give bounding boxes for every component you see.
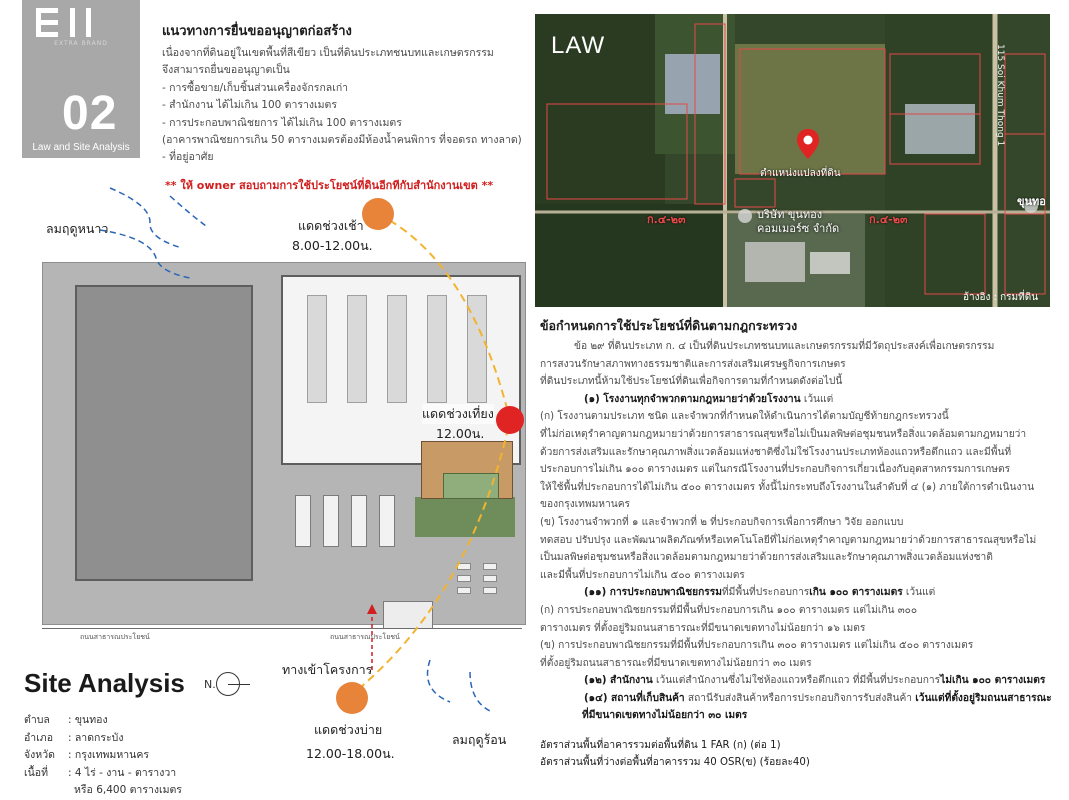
info-value: : กรุงเทพมหานคร <box>68 749 150 761</box>
permit-line: - การประกอบพาณิชยการ ได้ไม่เกิน 100 ตารางเมตร <box>162 116 402 129</box>
info-row <box>24 765 258 783</box>
road-label-left: ถนนสาธารณประโยชน์ <box>80 633 150 641</box>
regulation-line: การสงวนรักษาสภาพทางธรรมชาติและการส่งเสริมเศรษฐกิจการเกษตร <box>540 358 846 370</box>
permit-line: - ที่อยู่อาศัย <box>162 151 214 164</box>
regulation-item-mid: ที่มีพื้นที่ประกอบการ <box>721 587 810 599</box>
law-map <box>535 14 1050 307</box>
regulation-line: ที่ดินประเภทนี้ห้ามใช้ประโยชน์ที่ดินเพื่อกิจการตามที่กำหนดดังต่อไปนี้ <box>540 376 843 388</box>
permit-line: เนื่องจากที่ดินอยู่ในเขตพื้นที่สีเขียว เป็นที่ดินประเภทชนบทและเกษตรกรรม <box>162 47 494 59</box>
wind-winter-arrow <box>170 196 206 226</box>
regulation-line: ด้วยการส่งเสริมและรักษาคุณภาพสิ่งแวดล้อมแห่งชาติซึ่งไม่ใช่โรงงานประเภทห้องแถวหรือตึกแถว และมีพื้นที่ <box>540 446 1012 458</box>
regulation-line: ที่มีขนาดเขตทางไม่น้อยกว่า ๓๐ เมตร <box>582 710 748 722</box>
regulation-line: (ก) การประกอบพาณิชยกรรมที่มีพื้นที่ประกอบการเกิน ๑๐๐ ตารางเมตร แต่ไม่เกิน ๓๐๐ <box>540 604 918 616</box>
regulation-item-head: (๑๔) สถานที่เก็บสินค้า <box>584 692 685 704</box>
wind-winter-label: ลมฤดูหนาว <box>46 221 109 236</box>
info-key: อำเภอ <box>24 731 54 744</box>
regulation-line: และมีพื้นที่ประกอบการไม่เกิน ๕๐๐ ตารางเมตร <box>540 569 745 581</box>
regulation-line: ที่ไม่ก่อเหตุรำคาญตามกฎหมายว่าด้วยการสาธารณสุขหรือไม่เป็นมลพิษต่อชุมชนหรือสิ่งแวดล้อมตามกฎหมายว่า <box>540 428 1027 440</box>
map-parcel-label: ตำแหน่งแปลงที่ดิน <box>760 168 841 179</box>
regulation-item-head: (๑๒) สำนักงาน <box>584 675 653 687</box>
regulation-line: ตารางเมตร ที่ตั้งอยู่ริมถนนสาธารณะที่มีขนาดเขตทางไม่น้อยกว่า ๑๖ เมตร <box>540 622 866 634</box>
map-title: LAW <box>551 32 606 59</box>
regulation-line: ประกอบการไม่เกิน ๑๐๐ ตารางเมตร แต่ในกรณีโรงงานที่ประกอบกิจการเกี่ยวเนื่องกับอุตสาหกรรมการเกษตร <box>540 464 1011 476</box>
section-number: 02 <box>62 87 118 140</box>
sun-path-arc <box>350 214 510 696</box>
regulation-item-tail: เว้นแต่ <box>800 393 834 405</box>
land-use-regulations <box>540 316 1060 771</box>
entrance-arrowhead <box>367 604 377 614</box>
area-extra: หรือ 6,400 ตารางเมตร <box>74 784 182 796</box>
location-pin-icon <box>797 129 819 159</box>
company-line: คอมเมอร์ซ จำกัด <box>757 222 840 235</box>
road-label-right: ถนนสาธารณประโยชน์ <box>330 633 400 641</box>
regulation-item <box>540 584 1060 602</box>
info-value: : ขุนทอง <box>68 714 108 726</box>
regulation-line: ของกรุงเทพมหานคร <box>540 499 630 511</box>
regulation-item-head: (๑) โรงงานทุกจำพวกตามกฎหมายว่าด้วยโรงงาน <box>584 393 801 405</box>
wind-winter-arrow <box>100 230 190 278</box>
sun-afternoon-icon <box>336 682 368 714</box>
sun-noon-time: 12.00น. <box>436 426 485 441</box>
info-row <box>24 712 258 730</box>
regulation-item-emph: ไม่เกิน ๑๐๐ ตารางเมตร <box>940 675 1046 687</box>
info-row <box>24 730 258 748</box>
regulation-line: ทดสอบ ปรับปรุง และพัฒนาผลิตภัณฑ์หรือเทคโนโลยีที่ไม่ก่อเหตุรำคาญตามกฎหมายว่าด้วยการสาธารณสุขหรือไม่ <box>540 534 1037 546</box>
sun-morning-time: 8.00-12.00น. <box>292 238 373 253</box>
section-title: Law and Site Analysis <box>32 142 130 153</box>
owner-note: ** ให้ owner สอบถามการใช้ประโยชน์ที่ดินอีกทีกับสำนักงานเขต ** <box>165 179 494 192</box>
regulation-item <box>540 391 1060 409</box>
sun-afternoon-title: แดดช่วงบ่าย <box>314 722 383 737</box>
map-road-label: 115 Soi Khum Thong 1 <box>995 44 1005 147</box>
regulation-item-tail: เว้นแต่ <box>902 587 936 599</box>
info-value: : 4 ไร่ - งาน - ตารางวา <box>68 766 177 779</box>
site-info <box>24 712 258 800</box>
map-company-label <box>757 208 839 236</box>
info-row <box>24 747 258 765</box>
regulation-line: ที่ตั้งอยู่ริมถนนสาธารณะที่มีขนาดเขตทางไม่น้อยกว่า ๓๐ เมตร <box>540 657 812 669</box>
aerial-map <box>535 14 1050 307</box>
permit-line: จึงสามารถยื่นขออนุญาตเป็น <box>162 64 290 77</box>
regulation-line: ให้ใช้พื้นที่ประกอบการได้ไม่เกิน ๕๐๐ ตารางเมตร ทั้งนี้ไม่กระทบถึงโรงงานในลำดับที่ ๔ (๑) ภายใต้การดำเนินงาน <box>540 481 1035 493</box>
regulation-item-mid: เว้นแต่สำนักงานซึ่งไม่ใช่ห้องแถวหรือตึกแถว ที่มีพื้นที่ประกอบการ <box>652 675 941 687</box>
info-key: เนื้อที่ <box>24 766 48 779</box>
regulations-heading: ข้อกำหนดการใช้ประโยชน์ที่ดินตามกฎกระทรวง <box>540 318 798 333</box>
regulation-line: (ข) โรงงานจำพวกที่ ๑ และจำพวกที่ ๒ ที่ประกอบกิจการเพื่อการศึกษา วิจัย ออกแบบ <box>540 516 904 528</box>
map-source: อ้างอิง : กรมที่ดิน <box>963 292 1039 303</box>
wind-summer-label: ลมฤดูร้อน <box>452 732 507 747</box>
sun-noon-title: แดดช่วงเที่ยง <box>422 404 494 424</box>
regulation-item <box>540 690 1060 708</box>
north-arrow-pointer <box>228 684 250 685</box>
permit-heading: แนวทางการยื่นขออนุญาตก่อสร้าง <box>162 24 352 39</box>
spacer <box>540 725 1060 737</box>
regulation-item <box>540 672 1060 690</box>
regulation-item-emph: เว้นแต่ที่ตั้งอยู่ริมถนนสาธารณะ <box>915 692 1052 704</box>
company-line: บริษัท ขุนทอง <box>757 208 823 221</box>
entrance-label: ทางเข้าโครงการ <box>282 662 373 677</box>
permit-line: - การซื้อขาย/เก็บชิ้นส่วนเครื่องจักรกลเก่า <box>162 81 349 94</box>
map-zone-label: ก.๔-๒๓ <box>869 213 908 226</box>
permit-line: - สำนักงาน ได้ไม่เกิน 100 ตารางเมตร <box>162 99 337 112</box>
regulation-item-head: (๑๑) การประกอบพาณิชยกรรม <box>584 587 722 599</box>
info-key: ตำบล <box>24 714 50 726</box>
sun-morning-title: แดดช่วงเช้า <box>298 218 364 233</box>
info-key: จังหวัด <box>24 749 55 761</box>
far-ratio: อัตราส่วนพื้นที่อาคารรวมต่อพื้นที่ดิน 1 FAR (ก) (ต่อ 1) <box>540 740 781 752</box>
map-zone-label: ขุนทอ <box>1017 195 1046 208</box>
sun-morning-icon <box>362 198 394 230</box>
site-analysis-title: Site Analysis <box>24 668 185 698</box>
osr-ratio: อัตราส่วนพื้นที่ว่างต่อพื้นที่อาคารรวม 40 OSR(ข) (ร้อยละ40) <box>540 757 810 769</box>
regulation-line: ข้อ ๒๙ ที่ดินประเภท ก. ๔ เป็นที่ดินประเภทชนบทและเกษตรกรรมที่มีวัตถุประสงค์เพื่อเกษตรกรรม <box>574 341 995 352</box>
sun-afternoon-time: 12.00-18.00น. <box>306 746 395 761</box>
regulation-line: เป็นมลพิษต่อชุมชนหรือสิ่งแวดล้อมตามกฎหมายว่าด้วยการส่งเสริมและรักษาคุณภาพสิ่งแวดล้อมแห่งชาติ <box>540 552 993 564</box>
wind-summer-arrow <box>428 660 451 702</box>
regulation-item-emph: เกิน ๑๐๐ ตารางเมตร <box>809 587 903 599</box>
permit-line: (อาคารพาณิชยการเกิน 50 ตารางเมตรต้องมีห้องน้ำคนพิการ ที่จอดรถ ทางลาด) <box>162 134 522 147</box>
regulation-item-mid: สถานีรับส่งสินค้าหรือการประกอบกิจการรับส่งสินค้า <box>684 692 916 704</box>
north-label: N. <box>204 678 216 691</box>
info-value: : ลาดกระบัง <box>68 731 124 744</box>
map-zone-label: ก.๔-๒๓ <box>647 213 686 226</box>
brand-subtitle: EXTRA BRAND <box>54 40 108 47</box>
sun-noon-icon <box>496 406 524 434</box>
regulation-line: (ข) การประกอบพาณิชยกรรมที่มีพื้นที่ประกอบการเกิน ๓๐๐ ตารางเมตร แต่ไม่เกิน ๕๐๐ ตารางเมตร <box>540 640 974 652</box>
regulation-line: (ก) โรงงานตามประเภท ชนิด และจำพวกที่กำหนดให้ดำเนินการได้ตามบัญชีท้ายกฎกระทรวงนี้ <box>540 411 949 423</box>
wind-summer-arrow <box>470 672 492 712</box>
